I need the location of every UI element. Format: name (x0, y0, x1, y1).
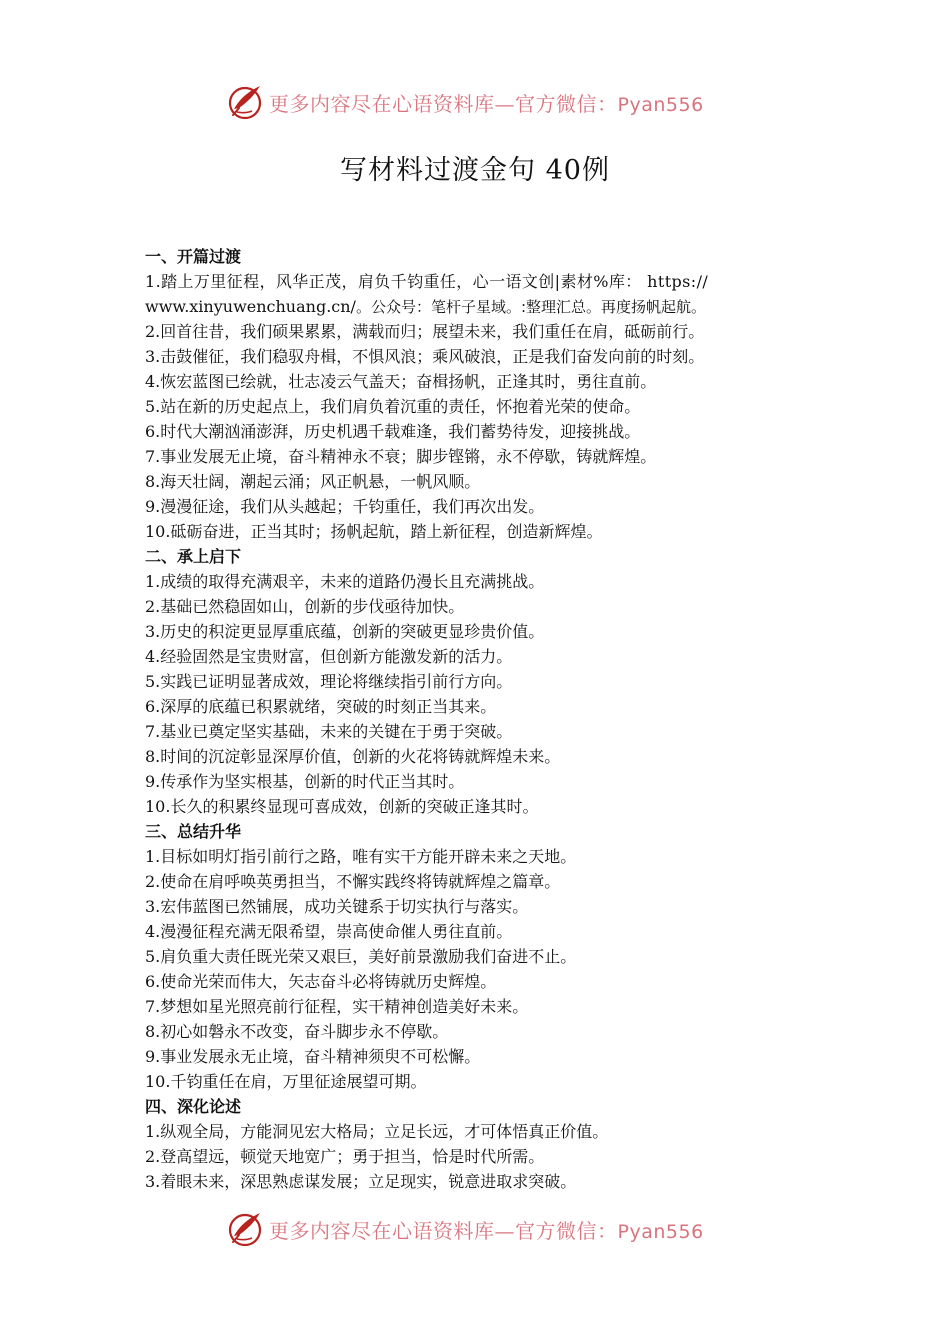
quill-logo-icon (225, 82, 265, 122)
list-item: 4.漫漫征程充满无限希望，崇高使命催人勇往直前。 (145, 922, 513, 941)
list-item: 4.恢宏蓝图已绘就，壮志凌云气盖天；奋楫扬帆，正逢其时，勇往直前。 (145, 372, 657, 391)
banner-wechat-id: Pyan556 (617, 93, 704, 116)
list-item: 9.事业发展永无止境，奋斗精神须臾不可松懈。 (145, 1047, 481, 1066)
list-item: 7.梦想如星光照亮前行征程，实干精神创造美好未来。 (145, 997, 529, 1016)
list-item: 2.基础已然稳固如山，创新的步伐亟待加快。 (145, 597, 465, 616)
list-item: 2.回首往昔，我们硕果累累，满载而归；展望未来，我们重任在肩，砥砺前行。 (145, 322, 705, 341)
list-item: 9.漫漫征途，我们从头越起；千钧重任，我们再次出发。 (145, 497, 545, 516)
footer-watermark-banner (0, 1207, 950, 1251)
list-item: 6.深厚的底蕴已积累就绪，突破的时刻正当其来。 (145, 697, 497, 716)
source-url-part: https:// (647, 272, 709, 291)
list-item: 8.海天壮阔，潮起云涌；风正帆悬，一帆风顺。 (145, 472, 481, 491)
list-item: 5.站在新的历史起点上，我们肩负着沉重的责任，怀抱着光荣的使命。 (145, 397, 641, 416)
list-item-text: 1.踏上万里征程，风华正茂，肩负千钧重任，心一语文创|素材%库： (145, 272, 642, 291)
list-item: 3.着眼未来，深思熟虑谋发展；立足现实，锐意进取求突破。 (145, 1172, 577, 1191)
section-heading: 二、承上启下 (145, 547, 242, 566)
list-item: 1.成绩的取得充满艰辛，未来的道路仍漫长且充满挑战。 (145, 572, 545, 591)
document-title: 写材料过渡金句 40例 (340, 155, 610, 186)
quill-logo-icon (225, 1209, 265, 1249)
list-item: 1.纵观全局，方能洞见宏大格局；立足长远，才可体悟真正价值。 (145, 1122, 609, 1141)
list-item: 7.基业已奠定坚实基础，未来的关键在于勇于突破。 (145, 722, 513, 741)
banner-label: 更多内容尽在心语资料库—官方微信： (269, 1218, 618, 1243)
list-item-text: 。公众号：笔杆子星域。:整理汇总。再度扬帆起航。 (355, 298, 706, 316)
list-item: 3.宏伟蓝图已然铺展，成功关键系于切实执行与落实。 (145, 897, 529, 916)
list-item: 5.实践已证明显著成效，理论将继续指引前行方向。 (145, 672, 513, 691)
list-item: 3.历史的积淀更显厚重底蕴，创新的突破更显珍贵价值。 (145, 622, 545, 641)
list-item: 5.肩负重大责任既光荣又艰巨，美好前景激励我们奋进不止。 (145, 947, 577, 966)
list-item: 1.目标如明灯指引前行之路，唯有实干方能开辟未来之天地。 (145, 847, 577, 866)
list-item: 10.长久的积累终显现可喜成效，创新的突破正逢其时。 (145, 797, 539, 816)
list-item: 9.传承作为坚实根基，创新的时代正当其时。 (145, 772, 465, 791)
header-watermark-banner (0, 80, 950, 124)
section-heading: 三、总结升华 (145, 822, 242, 841)
banner-text (269, 1215, 704, 1244)
list-item: 2.登高望远，顿觉天地宽广；勇于担当，恰是时代所需。 (145, 1147, 545, 1166)
list-item: 10.千钧重任在肩，万里征途展望可期。 (145, 1072, 427, 1091)
list-item: 7.事业发展无止境，奋斗精神永不衰；脚步铿锵，永不停歇，铸就辉煌。 (145, 447, 657, 466)
list-item: 6.使命光荣而伟大，矢志奋斗必将铸就历史辉煌。 (145, 972, 497, 991)
list-item: 8.时间的沉淀彰显深厚价值，创新的火花将铸就辉煌未来。 (145, 747, 561, 766)
list-item: 3.击鼓催征，我们稳驭舟楫，不惧风浪；乘风破浪，正是我们奋发向前的时刻。 (145, 347, 705, 366)
section-heading: 四、深化论述 (145, 1097, 242, 1116)
banner-wechat-id: Pyan556 (617, 1220, 704, 1243)
list-item (145, 294, 825, 319)
section-heading: 一、开篇过渡 (145, 247, 242, 266)
list-item (145, 269, 825, 294)
list-item: 10.砥砺奋进，正当其时；扬帆起航，踏上新征程，创造新辉煌。 (145, 522, 603, 541)
banner-label: 更多内容尽在心语资料库—官方微信： (269, 91, 618, 116)
list-item: 6.时代大潮汹涌澎湃，历史机遇千载难逢，我们蓄势待发，迎接挑战。 (145, 422, 641, 441)
document-body (145, 244, 825, 1194)
source-url-part: www.xinyuwenchuang.cn/ (145, 297, 356, 316)
list-item: 4.经验固然是宝贵财富，但创新方能激发新的活力。 (145, 647, 513, 666)
list-item: 2.使命在肩呼唤英勇担当，不懈实践终将铸就辉煌之篇章。 (145, 872, 561, 891)
banner-text (269, 88, 704, 117)
list-item: 8.初心如磐永不改变，奋斗脚步永不停歇。 (145, 1022, 449, 1041)
